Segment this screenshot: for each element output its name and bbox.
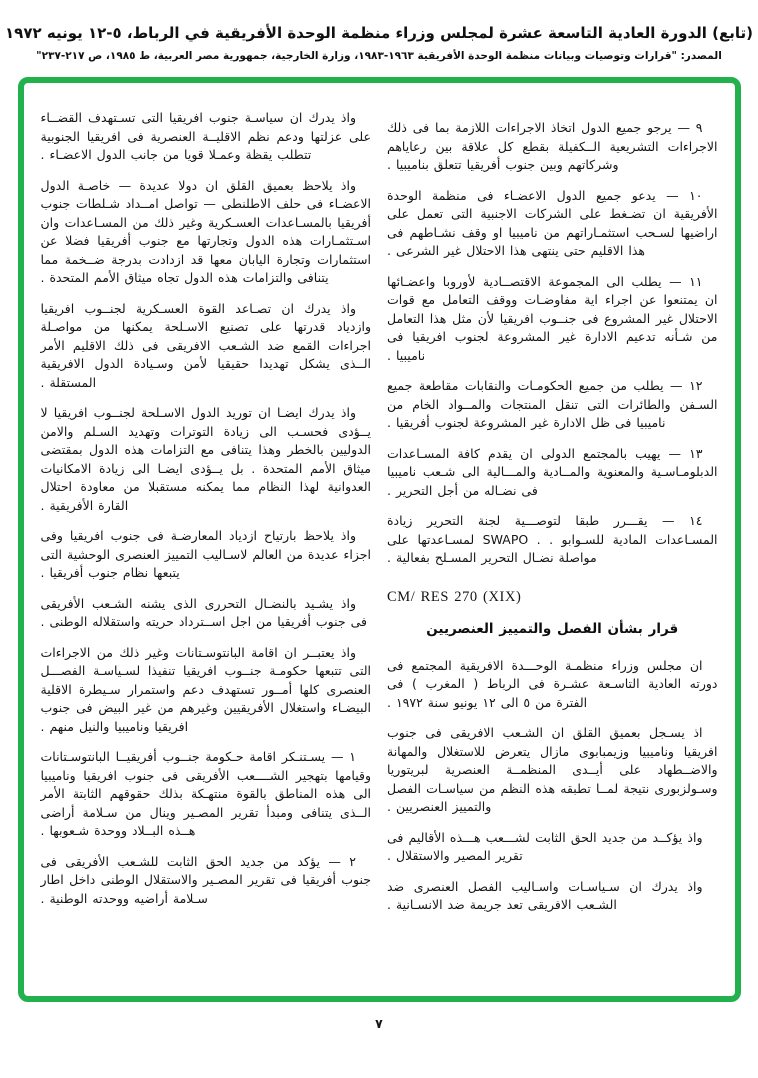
column-right [387, 109, 718, 982]
green-border-box [18, 77, 741, 1002]
preamble-military: واذ يدرك ان تصـاعد القوة العسـكرية لجنــوب افريقيا وازدياد قدرتها على تصنيع الاسـلحة يمكنها من مواصـلة اجراءات القمع ضد الشـعب الافريقى فى ذلك الاقليم الأمر الــذى يشكل تهديدا حقيقيا لأمن وسـيادة الدول الافريقية المستقلة . [40, 300, 371, 390]
para-9: ٩ — يرجو جميع الدول اتخاذ الاجراءات اللازمة بما فى ذلك الاجراءات التشريعية الــكفيلة بقطع كل علاقة بين رعاياهم وشركاتهم وبين جنوب أفريقيا تتعلق بناميبيا . [387, 120, 718, 172]
para-13: ١٣ — يهيب بالمجتمع الدولى ان يقدم كافة المسـاعدات الدبلومـاسـية والمعنوية والمــادية والمـــالية الى شـعب ناميبيا فى نضـاله من أجل التحرير . [387, 445, 718, 498]
preamble-realizes: واذ يدرك ان سـياسـات واسـاليب الفصل العنصرى ضد الشـعب الافريقى تعد جريمة ضد الانسـانية . [387, 878, 703, 912]
preamble-bantustans: واذ يعتبــر ان اقامة البانتوسـتانات وغير ذلك من الاجراءات التى تتبعها حكومـة جنــوب افريقيا تنفيذا لسـياسـة الفصـــل العنصرى كلها أمــور تستهدف دعم واستمرار سـيطرة الاقلية البيضـاء واستغلال الأفريقيين وغيرهم من غير البيض فى جنوب افريقيا وناميبيا والنيل منهم . [40, 644, 371, 734]
preamble-arms: واذ يدرك ايضـا ان توريد الدول الاسـلحة لجنــوب افريقيا لا يــؤدى فحسـب الى زيادة التوترات وتهديد السـلم والامن الدوليين بالخطر وهذا يتنافى مع التزامات هذه الدول بمقتضى ميثاق الأمم المتحدة . بل يــؤدى ايضـا الى زيادة الامكانيات العدوانية لهذا النظام مما يمكنه مستقبلا من معاودة احتلال القارة الأفريقية . [40, 405, 371, 513]
para-10: ١٠ — يدعو جميع الدول الاعضـاء فى منظمة الوحدة الأفريقية ان تضـغط على الشركات الاجنبية التى تعمل على اراضيها لسـحب استثمـاراتهم من ناميبيا او وقف نشـاطهم فى هذا الاقليم حتى ينتهى هذا الاحتلال غير الشرعى . [387, 187, 718, 258]
preamble-records: اذ يسـجل بعميق القلق ان الشـعب الافريقى فى جنوب افريقيا وناميبيا وزيمبابوى مازال يتعرض للاستغلال والمهانة والاضــطهاد على أيــدى المنظمــة العنصرية لبريتوريا وسـولزبورى نتيجة لمــا تطبقه هذه النظم من سياسـات الفصل والتمييز العنصريين . [387, 725, 718, 814]
preamble-opposition: واذ يلاحظ بارتياح ازدياد المعارضـة فى جنوب افريقيا وفى اجزاء عديدة من العالم لاسـاليب التمييز العنصرى الوحشية التى يتبعها نظام جنوب أفريقيا . [40, 528, 371, 580]
para-11: ١١ — يطلب الى المجموعة الاقتصــادية لأوروبا واعضـائها ان يمتنعوا عن اجراء اية مفاوضـات ووقف التعامل مع قوات الاحتلال غير المشروع فى جنــوب افريقيا لأن مثل هذا التعامل من شـأنه تدعيم الادارة غير المشروعة لجنوب افريقيا فى ناميبيا . [387, 273, 718, 363]
preamble-struggle: واذ يشـيد بالنضـال التحررى الذى يشنه الشـعب الأفريقى فى جنوب أفريقيا من اجل اســترداد حريته واستقلاله الوطنى . [40, 595, 368, 629]
operative-2: ٢ — يؤكد من جديد الحق الثابت للشـعب الأفريقى فى جنوب أفريقيا فى تقرير المصـير والاستقلال الوطنى داخل اطار سـلامة أراضيه ووحدته الوطنية . [40, 853, 371, 906]
resolution-code: CM/ RES 270 (XIX) [387, 588, 522, 605]
resolution-title: قرار بشأن الفصل والتمييز العنصريين [426, 621, 679, 637]
header-source: المصدر: "قرارات وتوصيات وبيانات منظمة الوحدة الأفريقية ١٩٦٣-١٩٨٣، وزارة الخارجية، جمهورية مصر العربية، ط ١٩٨٥، ص ٢١٧-٢٣٧" [36, 50, 722, 62]
preamble-notes-states: واذ يلاحظ بعميق القلق ان دولا عديدة — خاصـة الدول الاعضـاء فى حلف الاطلنطى — تواصل امــداد شـلطات جنوب أفريقيا بالمسـاعدات العسـكرية وغير ذلك من المسـاعدات وان اسـتثمـارات هذه الدول وتجارتها مع جنوب أفريقيا فضلا عن استثمارات وتجارة اليابان معها قد ازدادت بدرجة ضــخمة مما يتنافى والتزامات هذه الدول تجاه ميثاق الأمم المتحدة . [40, 177, 371, 285]
page-header [0, 24, 758, 62]
page-number: ٧ [375, 1016, 383, 1031]
column-left [41, 109, 372, 982]
para-12: ١٢ — يطلب من جميع الحكومـات والنقابات مقاطعة جميع السـفن والطائرات التى تنقل المنتجات والمــواد الخام من ناميبيا فى ظل الادارة غير المشروعة لجنوب أفريقيا . [387, 378, 718, 430]
preamble-policy: واذ يدرك ان سياسـة جنوب افريقيا التى تسـتهدف القضــاء على عزلتها ودعم نظم الاقليــة العنصرية فى افريقيا الجنوبية تتطلب يقظة وعمـلا قويا من جانب الدول الاعضـاء . [40, 110, 371, 162]
para-14: ١٤ — يقـــرر طبقا لتوصـــية لجنة التحرير زيادة المسـاعدات المادية للسـوابو . . SWAPO لمسـاعدتها على مواصلة نضـال التحرير المسـلح بفعالية . [387, 513, 718, 565]
header-title: (تابع) الدورة العادية التاسعة عشرة لمجلس وزراء منظمة الوحدة الأفريقية في الرباط، ٥-١٢ يونيه ١٩٧٢ [5, 24, 753, 42]
preamble-reaffirms: واذ يؤكــد من جديد الحق الثابت لشـــعب هـــذه الأقاليم فى تقرير المصير والاستقلال . [387, 829, 703, 863]
two-column-layout [41, 109, 718, 982]
operative-1: ١ — يسـتنـكر اقامة حـكومة جنــوب أفريقيــا البانتوسـتانات وقيامها بتهجير الشــــعب الأفريقى فى جنوب افريقيا وناميبيا الى هذه المناطق بالقوة منتهـكة بذلك حقوقهم الثابتة الأمر الــذى يتنافى ومبدأ تقرير المصـير وينال من سـلامة أراضى هــذه البــلاد ووحدة شـعوبها . [40, 749, 371, 838]
preamble-council: ان مجلس وزراء منظمـة الوحـــدة الافريقية المجتمع فى دورته العادية التاسـعة عشـرة فى الرباط ( المغرب ) فى الفترة من ٥ الى ١٢ يونيو سنة ١٩٧٢ . [387, 657, 718, 710]
